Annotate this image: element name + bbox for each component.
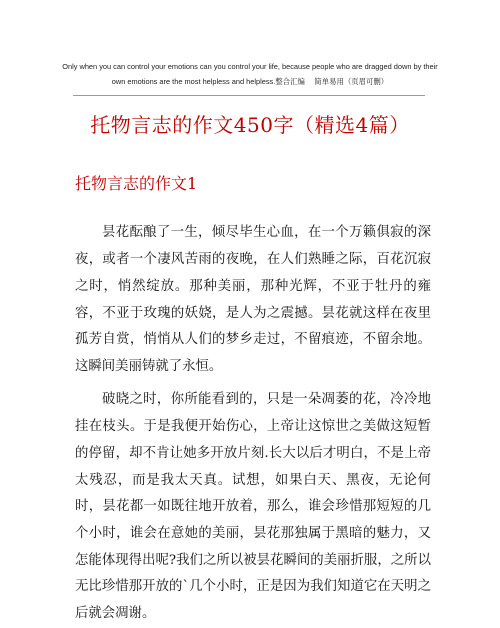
- page-header-note: Only when you can control your emotions can you control your life, because people who are dragged down by their own emotions are the most helpless and helpless.整合汇编 简单易用（页眉可删）: [62, 62, 438, 86]
- header-divider: [73, 95, 425, 96]
- paragraph: 破晓之时，你所能看到的，只是一朵凋萎的花，冷冷地挂在枝头。于是我便开始伤心，上帝让这惊世之美做这短暂的停留，却不肯让她多开放片刻.长大以后才明白，不是上帝太残忍，而是我太天真。试想，如果白天、黑夜，无论何时，昙花都一如既往地开放着，那么，谁会珍惜那短短的几个小时，谁会在意她的美丽，昙花那独属于黑暗的魅力，又怎能体现得出呢?我们之所以被昙花瞬间的美丽折服，之所以无比珍惜那开放的`几个小时，正是因为我们知道它在天明之后就会凋谢。: [75, 392, 431, 622]
- section-heading: 托物言志的作文1: [75, 174, 198, 193]
- document-title: 托物言志的作文450字（精选4篇）: [90, 113, 410, 137]
- paragraph: 昙花酝酿了一生，倾尽毕生心血，在一个万籁俱寂的深夜，或者一个凄风苦雨的夜晚，在人们熟睡之际，百花沉寂之时，悄然绽放。那种美丽，那种光辉，不亚于牡丹的雍容，不亚于玫瑰的妖娆，是人为之震撼。昙花就这样在夜里孤芳自赏，悄悄从人们的梦乡走过，不留痕迹，不留余地。这瞬间美丽铸就了永恒。: [75, 225, 431, 374]
